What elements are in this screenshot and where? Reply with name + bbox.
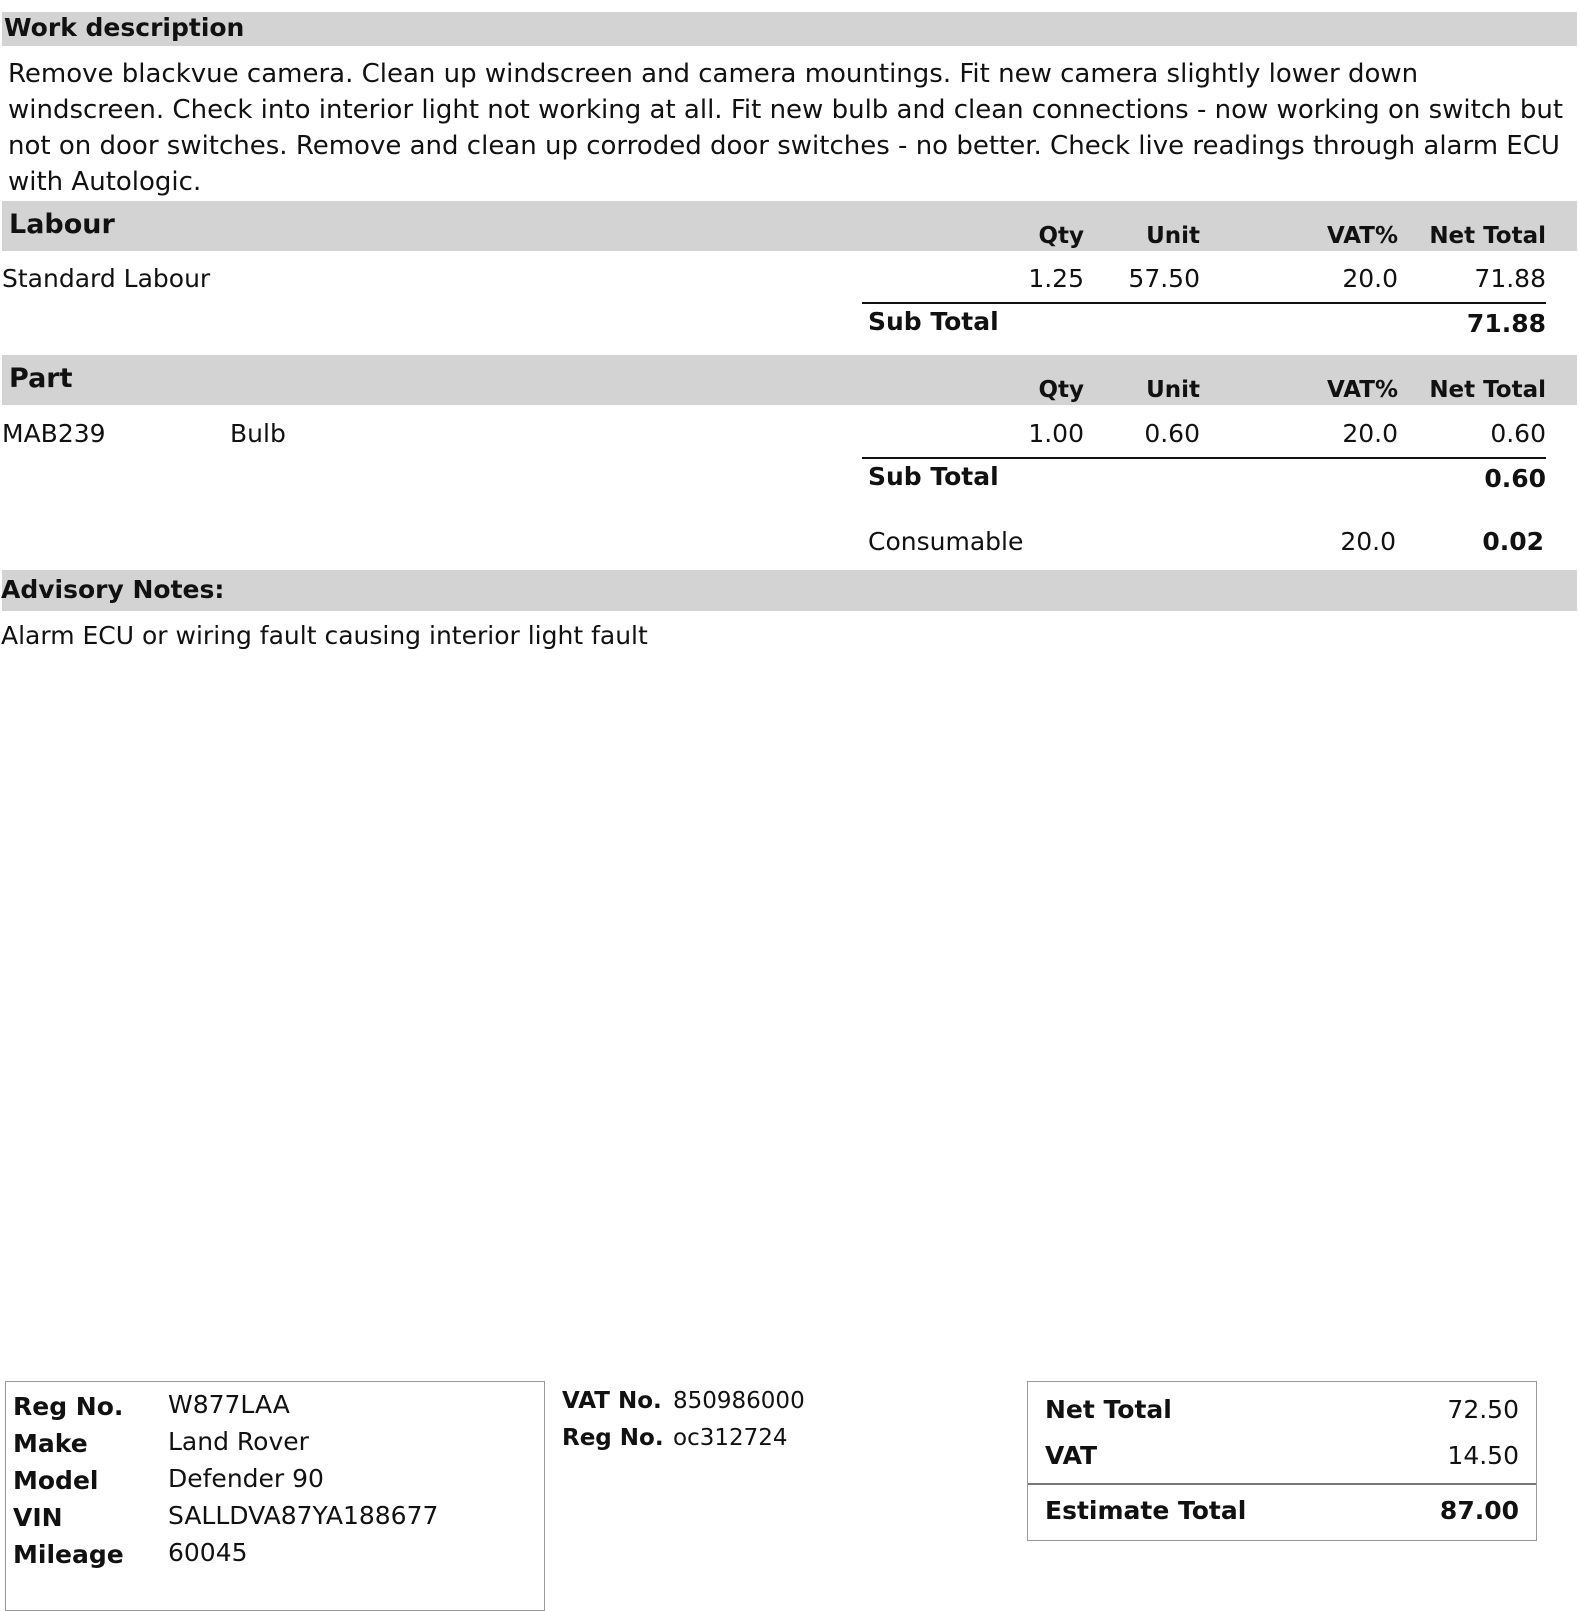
part-title: Part [9, 363, 73, 394]
reg-no-value: W877LAA [168, 1390, 290, 1419]
part-vat-header: VAT% [1327, 377, 1398, 403]
model-value: Defender 90 [168, 1464, 324, 1493]
vin-value: SALLDVA87YA188677 [168, 1501, 439, 1530]
part-qty: 1.00 [1028, 419, 1084, 448]
part-subtotal-label: Sub Total [868, 462, 999, 491]
labour-net-header: Net Total [1429, 223, 1546, 249]
labour-vat-header: VAT% [1327, 223, 1398, 249]
estimate-total-value: 87.00 [1439, 1496, 1519, 1525]
consumable-value: 0.02 [1482, 527, 1544, 556]
work-description-title: Work description [4, 13, 245, 42]
advisory-header-band [2, 570, 1577, 611]
make-label: Make [13, 1429, 88, 1458]
advisory-title: Advisory Notes: [1, 575, 225, 604]
net-total-label: Net Total [1045, 1395, 1172, 1424]
consumable-vat: 20.0 [1340, 527, 1396, 556]
labour-vat: 20.0 [1342, 264, 1398, 293]
totals-divider [1028, 1483, 1536, 1485]
net-total-value: 72.50 [1447, 1395, 1519, 1424]
labour-unit: 57.50 [1128, 264, 1200, 293]
part-description: Bulb [230, 419, 286, 448]
labour-subtotal-label: Sub Total [868, 307, 999, 336]
part-net: 0.60 [1490, 419, 1546, 448]
consumable-label: Consumable [868, 527, 1024, 556]
part-qty-header: Qty [1038, 377, 1084, 403]
company-reg-value: oc312724 [673, 1425, 788, 1451]
mileage-label: Mileage [13, 1540, 124, 1569]
company-vat-value: 850986000 [673, 1388, 805, 1414]
part-subtotal-divider [862, 457, 1546, 459]
part-code: MAB239 [2, 419, 106, 448]
mileage-value: 60045 [168, 1538, 248, 1567]
vat-total-value: 14.50 [1447, 1441, 1519, 1470]
part-net-header: Net Total [1429, 377, 1546, 403]
vin-label: VIN [13, 1503, 63, 1532]
company-reg-label: Reg No. [562, 1425, 664, 1451]
vat-total-label: VAT [1045, 1441, 1098, 1470]
part-unit: 0.60 [1144, 419, 1200, 448]
part-unit-header: Unit [1146, 377, 1200, 403]
labour-net: 71.88 [1474, 264, 1546, 293]
labour-description: Standard Labour [2, 264, 211, 293]
labour-unit-header: Unit [1146, 223, 1200, 249]
labour-subtotal-divider [862, 302, 1546, 304]
make-value: Land Rover [168, 1427, 309, 1456]
labour-qty-header: Qty [1038, 223, 1084, 249]
reg-no-label: Reg No. [13, 1392, 124, 1421]
estimate-total-label: Estimate Total [1045, 1496, 1247, 1525]
work-description-text: Remove blackvue camera. Clean up windscreen and camera mountings. Fit new camera slightly lower down windscreen. Check into interior light not working at all. Fit new bulb and clean connections - now working on switch but not on door switches. Remove and clean up corroded door switches - no better. Check live readings through alarm ECU with Autologic. [8, 59, 1564, 197]
model-label: Model [13, 1466, 99, 1495]
labour-qty: 1.25 [1028, 264, 1084, 293]
company-vat-label: VAT No. [562, 1388, 662, 1414]
part-vat: 20.0 [1342, 419, 1398, 448]
labour-title: Labour [9, 209, 115, 240]
advisory-text: Alarm ECU or wiring fault causing interior light fault [1, 621, 648, 650]
part-subtotal-value: 0.60 [1484, 464, 1546, 493]
labour-subtotal-value: 71.88 [1466, 309, 1546, 338]
